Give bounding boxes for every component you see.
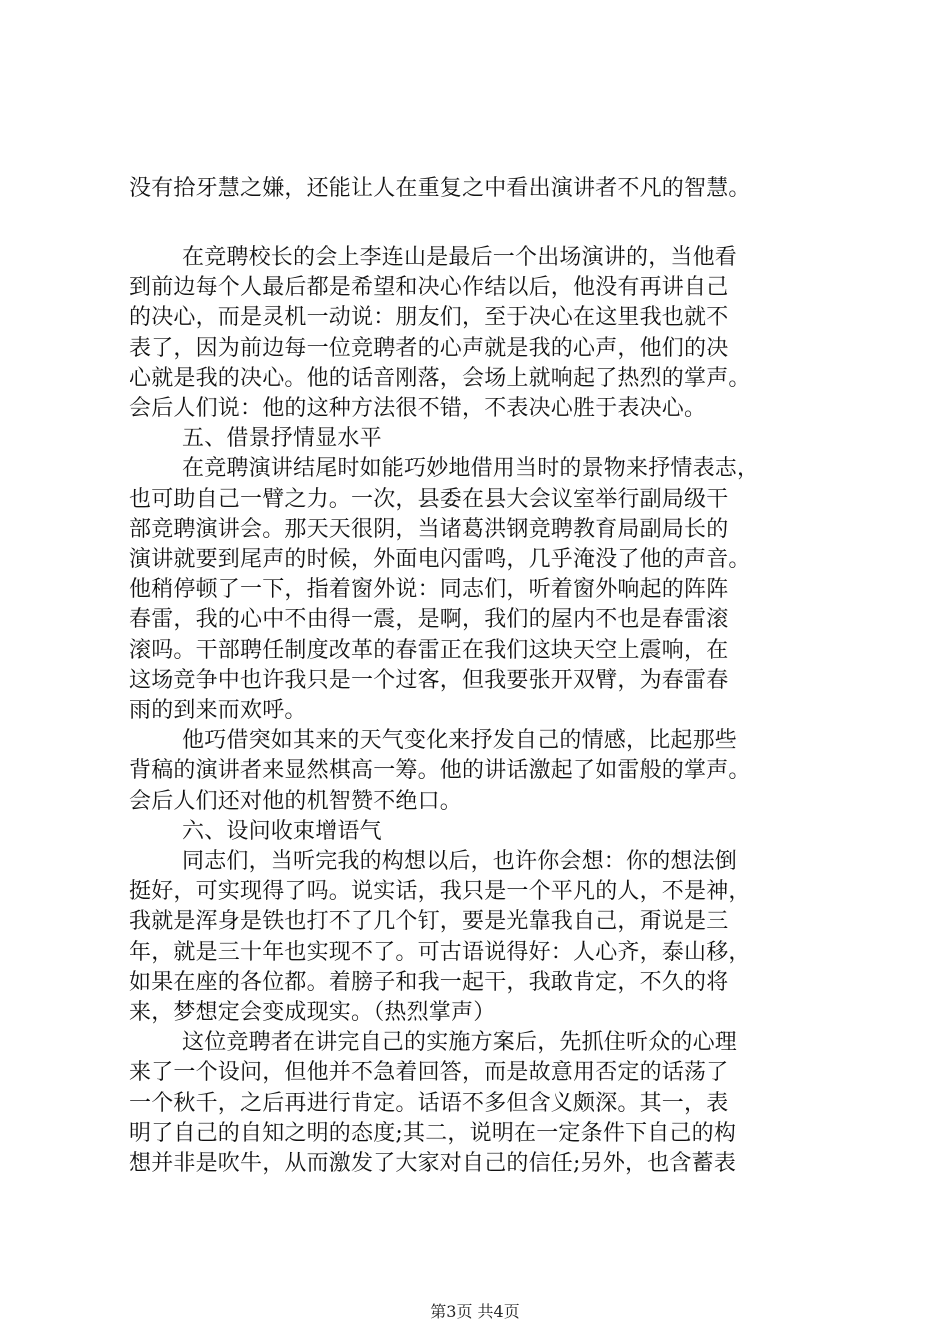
text-line: 会后人们说：他的这种方法很不错，不表决心胜于表决心。 — [129, 396, 707, 421]
text-line: 来了一个设问，但他并不急着回答，而是故意用否定的话荡了 — [129, 1060, 729, 1085]
section-heading: 五、借景抒情显水平 — [182, 426, 382, 451]
section-heading: 六、设问收束增语气 — [182, 819, 382, 844]
text-line: 明了自己的自知之明的态度;其二，说明在一定条件下自己的构 — [129, 1121, 737, 1146]
text-line: 来，梦想定会变成现实。（热烈掌声） — [129, 1000, 496, 1025]
text-line: 挺好，可实现得了吗。说实话，我只是一个平凡的人，不是神， — [129, 879, 751, 904]
text-line: 也可助自己一臂之力。一次，县委在县大会议室举行副局级干 — [129, 487, 729, 512]
text-line: 到前边每个人最后都是希望和决心作结以后，他没有再讲自己 — [129, 275, 729, 300]
text-line: 他稍停顿了一下，指着窗外说：同志们，听着窗外响起的阵阵 — [129, 577, 729, 602]
text-line: 心就是我的决心。他的话音刚落，会场上就响起了热烈的掌声。 — [129, 366, 751, 391]
text-line: 同志们，当听完我的构想以后，也许你会想：你的想法倒 — [182, 849, 738, 874]
text-line: 他巧借突如其来的天气变化来抒发自己的情感，比起那些 — [182, 728, 738, 753]
text-line: 年，就是三十年也实现不了。可古语说得好：人心齐，泰山移， — [129, 940, 751, 965]
text-line: 背稿的演讲者来显然棋高一筹。他的讲话激起了如雷般的掌声。 — [129, 758, 751, 783]
text-line: 春雷，我的心中不由得一震，是啊，我们的屋内不也是春雷滚 — [129, 607, 729, 632]
text-line: 演讲就要到尾声的时候，外面电闪雷鸣，几乎淹没了他的声音。 — [129, 547, 751, 572]
text-line: 一个秋千，之后再进行肯定。话语不多但含义颇深。其一，表 — [129, 1091, 729, 1116]
text-line: 我就是浑身是铁也打不了几个钉，要是光靠我自己，甭说是三 — [129, 909, 729, 934]
text-line: 表了，因为前边每一位竞聘者的心声就是我的心声，他们的决 — [129, 336, 729, 361]
text-line: 雨的到来而欢呼。 — [129, 698, 307, 723]
text-line: 想并非是吹牛，从而激发了大家对自己的信任;另外，也含蓄表 — [129, 1151, 737, 1176]
text-line: 在竞聘演讲结尾时如能巧妙地借用当时的景物来抒情表志， — [182, 456, 760, 481]
text-line: 滚吗。干部聘任制度改革的春雷正在我们这块天空上震响，在 — [129, 638, 729, 663]
text-line: 这场竞争中也许我只是一个过客，但我要张开双臂，为春雷春 — [129, 668, 729, 693]
page-number-footer: 第3页 共4页 — [430, 1302, 520, 1321]
text-line: 没有拾牙慧之嫌，还能让人在重复之中看出演讲者不凡的智慧。 — [129, 176, 751, 201]
text-line: 部竞聘演讲会。那天天很阴，当诸葛洪钢竞聘教育局副局长的 — [129, 517, 729, 542]
text-line: 的决心，而是灵机一动说：朋友们，至于决心在这里我也就不 — [129, 305, 729, 330]
text-line: 在竞聘校长的会上李连山是最后一个出场演讲的，当他看 — [182, 245, 738, 270]
text-line: 会后人们还对他的机智赞不绝口。 — [129, 789, 463, 814]
text-line: 如果在座的各位都。着膀子和我一起干，我敢肯定，不久的将 — [129, 970, 729, 995]
text-line: 这位竞聘者在讲完自己的实施方案后，先抓住听众的心理 — [182, 1030, 738, 1055]
